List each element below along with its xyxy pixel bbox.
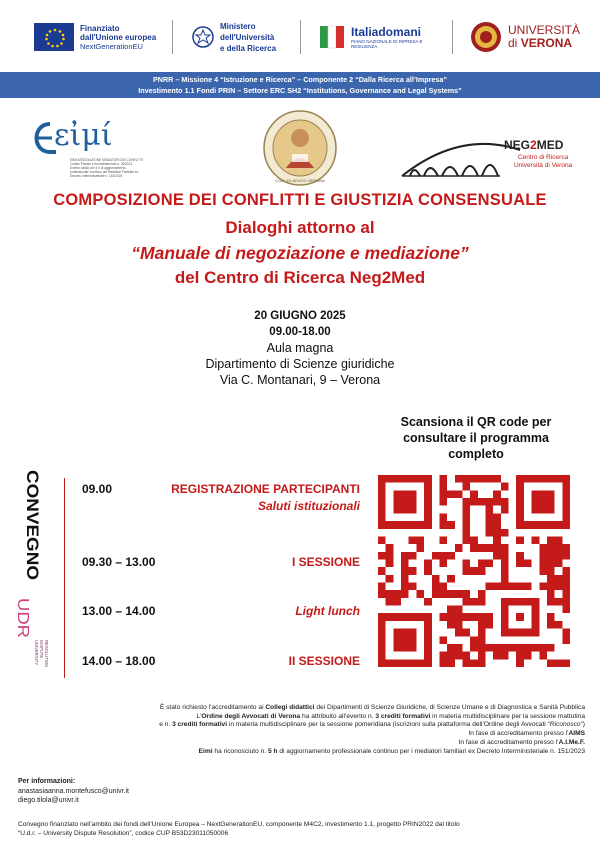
italy-map-icon bbox=[318, 22, 348, 52]
note-line: In fase di accreditamento presso l’A.I.Me.F. bbox=[458, 738, 585, 746]
program-label: Light lunch bbox=[295, 604, 360, 618]
program-time: 09.00 bbox=[82, 482, 113, 496]
eimi-wordmark: εἰμί bbox=[54, 118, 113, 153]
seal-caption: COLL·DI·ADVOC·VERONA bbox=[275, 178, 325, 183]
ministero-logo bbox=[192, 18, 276, 56]
logo-divider bbox=[452, 20, 453, 54]
note-line: L’Ordine degli Avvocati di Verona ha attribuito all’evento n. 3 crediti formativi in materia multidisciplinare per la sessione mattutina bbox=[196, 712, 585, 720]
eimi-caption: EIMI ASSOCIAZIONE MEDIATORI DEI CONFLITTI Codice Fiscale e Accreditamento n. 20/2021 Evento valido per 5 h di aggiornamento professionale continuo dei Mediatori Familiari ex Decreto Interministeriale n. 151/2023 bbox=[70, 158, 144, 178]
subtitle-line-3: del Centro di Ricerca Neg2Med bbox=[174, 268, 426, 287]
ministero-logo-text: Ministero dell'Università e della Ricerca bbox=[220, 21, 277, 53]
header-logo-bar bbox=[0, 0, 600, 72]
program-time: 14.00 – 18.00 bbox=[82, 654, 156, 668]
program-qr-code[interactable] bbox=[378, 473, 570, 669]
neg2med-logo bbox=[400, 130, 578, 180]
footer-line: Convegno finanziato nell’ambito dei fondi dell’Unione Europea – NextGenerationEU, componente M4C2, investimento 1.1, progetto PRIN2022 dal titolo bbox=[18, 821, 460, 828]
program-label: REGISTRAZIONE PARTECIPANTI bbox=[171, 482, 360, 496]
italiadomani-text: Italiadomani PIANO NAZIONALE DI RIPRESA E RESILIENZA bbox=[351, 25, 423, 49]
neg2med-subtitle: Centro di Ricerca Università di Verona bbox=[514, 154, 573, 169]
contact-email-link[interactable]: diego.tilola@univr.it bbox=[18, 797, 79, 804]
eu-logo-text: Finanziato dall'Unione europea NextGenerationEU bbox=[80, 23, 157, 51]
program-divider bbox=[64, 478, 65, 678]
eu-flag-icon bbox=[34, 23, 74, 51]
svg-text:DISPUTE: DISPUTE bbox=[39, 640, 44, 659]
program-sublabel: Saluti istituzionali bbox=[257, 499, 360, 513]
program-label: II SESSIONE bbox=[288, 654, 360, 668]
subtitle-line-1: Dialoghi attorno al bbox=[225, 218, 375, 237]
note-line: e n. 3 crediti formativi in materia multidisciplinare per la sessione pomeridiana (iscrizioni sulla piattaforma dell’Ordine degli Avvocati “Riconosco”) bbox=[159, 721, 585, 729]
eimi-logo bbox=[30, 118, 160, 180]
svg-text:RESOLUTION: RESOLUTION bbox=[44, 640, 49, 668]
logo-divider bbox=[172, 20, 173, 54]
contact-email-link[interactable]: anastasiaanna.montefusco@univr.it bbox=[18, 787, 130, 795]
convegno-vertical-label bbox=[22, 470, 46, 582]
program-time: 13.00 – 14.00 bbox=[82, 604, 156, 618]
pnrr-line: PNRR – Missione 4 “Istruzione e Ricerca” – Componente 2 “Dalla Ricerca all’Impresa” bbox=[153, 75, 447, 84]
ordine-seal-icon bbox=[262, 110, 338, 186]
note-line: È stato richiesto l’accreditamento ai Collegi didattici dei Dipartimenti di Scienze Giuridiche, di Scienze Umane e di Diagnostica e Sanità Pubblica bbox=[159, 704, 585, 711]
prin-line: Investimento 1.1 Fondi PRIN – Settore ERC SH2 “Institutions, Governance and Legal Systems” bbox=[138, 86, 462, 95]
pnrr-band bbox=[0, 72, 600, 98]
univr-seal-icon bbox=[470, 21, 502, 53]
univr-text: UNIVERSITÀ di VERONA bbox=[508, 23, 581, 50]
svg-text:UDR: UDR bbox=[14, 598, 31, 633]
italiadomani-logo bbox=[318, 18, 431, 56]
qr-caption: Scansiona il QR code per consultare il programma completo bbox=[400, 415, 552, 461]
event-address: Via C. Montanari, 9 – Verona bbox=[219, 373, 381, 387]
udr-logo bbox=[16, 596, 52, 682]
contact-heading: Per informazioni: bbox=[18, 778, 76, 785]
contact-info bbox=[18, 777, 129, 806]
footer-line: “U.d.r. – University Dispute Resolution”, codice CUP B53D23011050006 bbox=[18, 830, 229, 837]
event-time: 09.00-18.00 bbox=[269, 326, 331, 338]
program-label: I SESSIONE bbox=[291, 555, 360, 569]
svg-text:UNIVERSITY: UNIVERSITY bbox=[34, 640, 39, 666]
note-line: In fase di accreditamento presso l’AIMS bbox=[468, 730, 585, 738]
ordine-avvocati-seal bbox=[262, 110, 338, 186]
svg-text:CONVEGNO: CONVEGNO bbox=[23, 470, 42, 570]
udr-mark-icon bbox=[16, 596, 52, 682]
event-details bbox=[0, 308, 600, 388]
logo-divider bbox=[300, 20, 301, 54]
program-time: 09.30 – 13.00 bbox=[82, 555, 156, 569]
funding-footer bbox=[18, 820, 588, 838]
neg2med-wordmark: NEG2MED bbox=[504, 138, 564, 152]
event-room: Aula magna bbox=[266, 341, 334, 355]
event-date: 20 GIUGNO 2025 bbox=[254, 310, 346, 322]
eu-logo bbox=[34, 18, 156, 56]
main-title: COMPOSIZIONE DEI CONFLITTI E GIUSTIZIA CONSENSUALE bbox=[53, 191, 547, 209]
accreditation-notes bbox=[18, 704, 585, 756]
event-department: Dipartimento di Scienze giuridiche bbox=[205, 357, 395, 371]
univr-logo bbox=[470, 18, 580, 56]
note-line: Eimi ha riconosciuto n. 5 h di aggiornamento professionale continuo per i mediatori familiari ex Decreto Interministeriale n. 151/2023 bbox=[198, 747, 585, 755]
italian-emblem-icon bbox=[192, 25, 214, 49]
subtitle-book-title: “Manuale di negoziazione e mediazione” bbox=[131, 243, 469, 263]
